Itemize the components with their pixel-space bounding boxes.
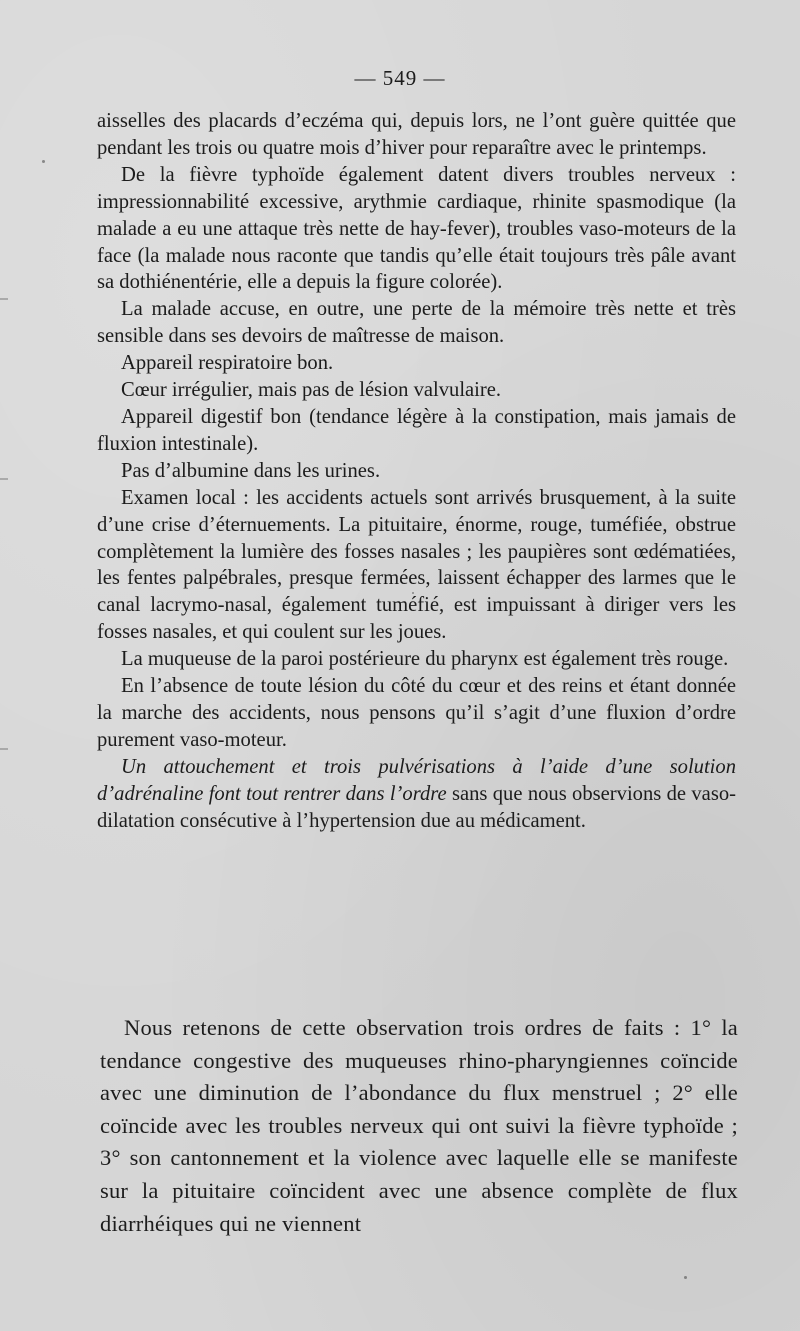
paragraph-eczema: aisselles des placards d’eczéma qui, depuis lors, ne l’ont guère quittée que pendant les trois ou quatre mois d’hiver pour reparaître avec le printemps.	[97, 110, 736, 159]
page-number: — 549 —	[354, 66, 446, 90]
scan-speck	[412, 592, 414, 594]
scan-edge-mark	[0, 298, 8, 300]
paragraph-nervous-troubles: De la fièvre typhoïde également datent divers troubles nerveux : impressionnabilité excessive, arythmie cardiaque, rhinite spasmodique (la malade a eu une attaque très nette de hay-fever), troubles vaso-moteurs de la face (la malade nous raconte que tandis qu’elle était toujours très pâle avant sa dothiénentérie, elle a depuis la figure colorée).	[97, 163, 736, 294]
scan-edge-mark	[0, 748, 8, 750]
paragraph-conclusion: Nous retenons de cette observation trois ordres de faits : 1° la tendance congestive des muqueuses rhino-pharyngiennes coïncide avec une diminution de l’abondance du flux menstruel ; 2° elle coïncide avec les troubles nerveux qui ont suivi la fièvre typhoïde ; 3° son cantonnement et la violence avec laquelle elle se manifeste sur la pituitaire coïncident avec une absence complète de flux diarrhéiques qui ne viennent	[100, 1015, 738, 1236]
paragraph-albumin: Pas d’albumine dans les urines.	[121, 459, 381, 482]
conclusion-section	[100, 1012, 738, 1240]
paragraph-treatment	[97, 754, 736, 835]
paragraph-vasomotor-fluxion: En l’absence de toute lésion du côté du cœur et des reins et étant donnée la marche des accidents, nous pensons qu’il s’agit d’une fluxion d’ordre purement vaso-moteur.	[97, 675, 736, 751]
paragraph-memory-loss: La malade accuse, en outre, une perte de la mémoire très nette et très sensible dans ses devoirs de maîtresse de maison.	[97, 298, 736, 348]
scan-edge-mark	[0, 478, 8, 480]
case-report-text	[97, 108, 736, 834]
scan-speck	[684, 1276, 687, 1279]
paragraph-pharynx: La muqueuse de la paroi postérieure du pharynx est également très rouge.	[121, 648, 729, 671]
paragraph-local-exam: Examen local : les accidents actuels sont arrivés brusquement, à la suite d’une crise d’éternuements. La pituitaire, énorme, rouge, tuméfiée, obstrue complètement la lumière des fosses nasales ; les paupières sont œdématiées, les fentes palpébrales, presque fermées, laissent échapper des larmes que le canal lacrymo-nasal, également tuméfié, est impuissant à diriger vers les fosses nasales, et qui coulent sur les joues.	[97, 486, 736, 644]
scan-speck	[42, 160, 45, 163]
paragraph-respiratory: Appareil respiratoire bon.	[121, 352, 334, 375]
paragraph-heart: Cœur irrégulier, mais pas de lésion valvulaire.	[121, 379, 502, 402]
treatment-italic-text: Un attouchement et trois pulvérisations à l’aide d’une solution d’adrénaline font tout rentrer dans l’ordre	[97, 755, 736, 805]
treatment-text: sans que nous observions de vaso-dilatation consécutive à l’hypertension due au médicament.	[97, 782, 736, 832]
paragraph-digestive: Appareil digestif bon (tendance légère à la constipation, mais jamais de fluxion intestinale).	[97, 405, 736, 455]
